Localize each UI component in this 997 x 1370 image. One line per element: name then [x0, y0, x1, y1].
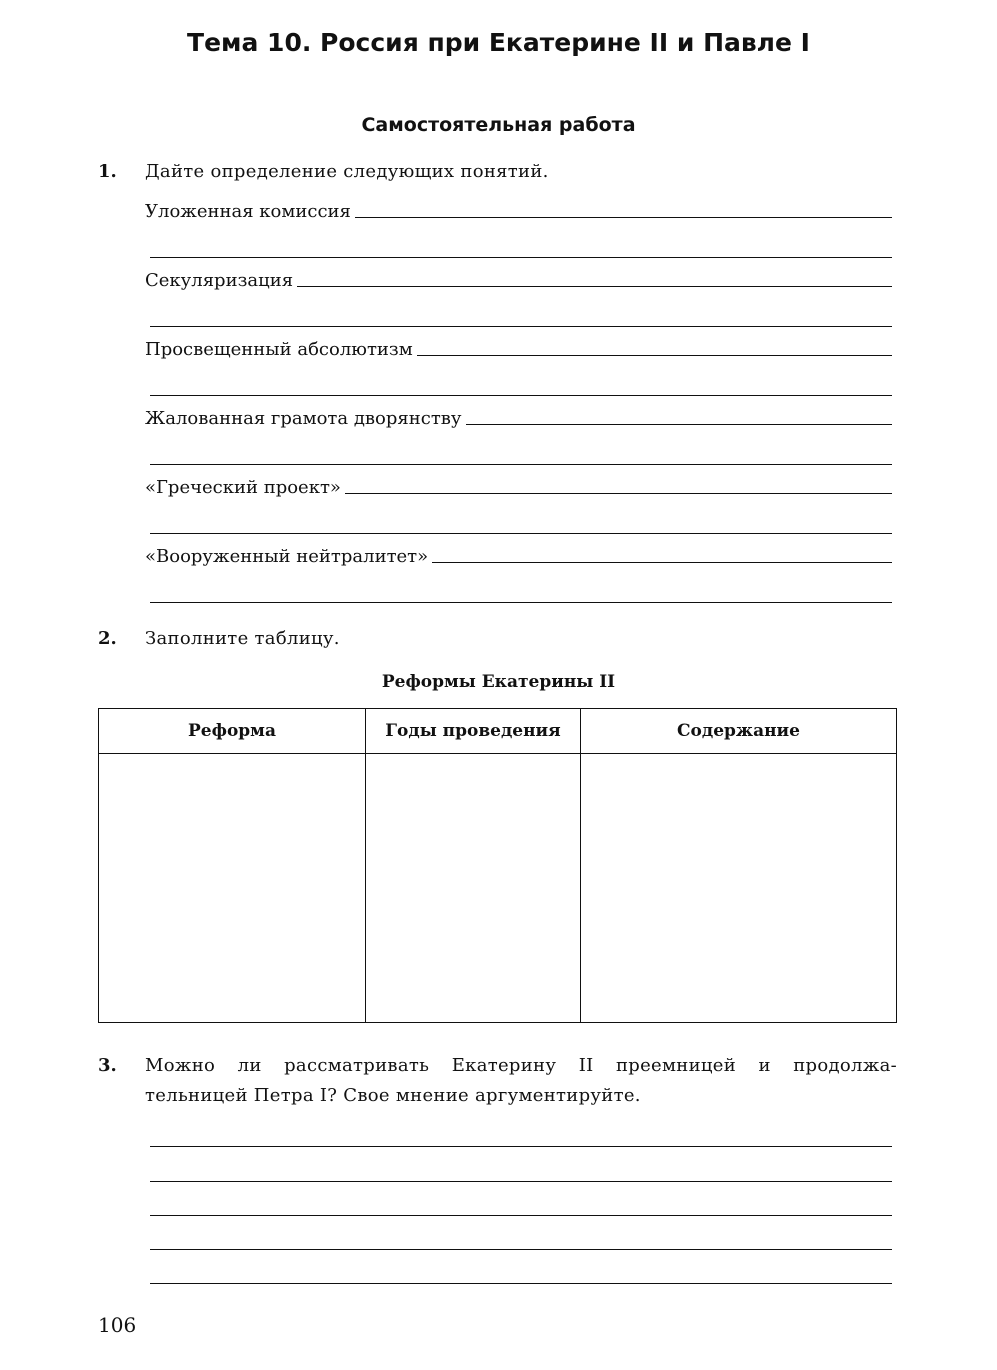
content-cell[interactable]	[581, 754, 897, 1023]
column-header-years: Годы проведения	[366, 709, 581, 754]
answer-line[interactable]	[150, 533, 892, 534]
term-label: «Греческий проект»	[145, 477, 341, 498]
table-caption: Реформы Екатерины II	[381, 672, 616, 692]
term-label: Секуляризация	[145, 270, 294, 291]
answer-line[interactable]	[150, 1249, 892, 1250]
term-label: Просвещенный абсолютизм	[145, 339, 413, 360]
answer-line[interactable]	[150, 257, 892, 258]
task1-number: 1.	[98, 161, 117, 182]
reform-cell[interactable]	[99, 754, 366, 1023]
task3-text-line2: тельницей Петра I? Свое мнение аргументируйте.	[145, 1085, 641, 1106]
term-label: «Вооруженный нейтралитет»	[145, 546, 429, 567]
section-subtitle: Самостоятельная работа	[361, 114, 636, 136]
term-label: Уложенная комиссия	[145, 201, 351, 222]
task2-number: 2.	[98, 628, 117, 649]
task3-text-line1: Можно ли рассматривать Екатерину II преемницей и продолжа-	[145, 1055, 897, 1076]
answer-line[interactable]	[150, 395, 892, 396]
page-title: Тема 10. Россия при Екатерине II и Павле I	[187, 28, 810, 57]
column-header-content: Содержание	[581, 709, 897, 754]
answer-line[interactable]	[150, 326, 892, 327]
term-row	[145, 339, 892, 360]
reforms-table	[98, 708, 897, 1023]
term-label: Жалованная грамота дворянству	[145, 408, 462, 429]
answer-line[interactable]	[150, 464, 892, 465]
answer-line[interactable]	[297, 285, 892, 287]
term-row	[145, 477, 892, 498]
term-row	[145, 270, 892, 291]
answer-line[interactable]	[150, 1215, 892, 1216]
answer-line[interactable]	[466, 423, 892, 425]
term-row	[145, 408, 892, 429]
answer-line[interactable]	[150, 1181, 892, 1182]
term-row	[145, 201, 892, 222]
task1-text: Дайте определение следующих понятий.	[145, 161, 549, 182]
column-header-reform: Реформа	[99, 709, 366, 754]
years-cell[interactable]	[366, 754, 581, 1023]
answer-line[interactable]	[432, 561, 892, 563]
page-number: 106	[98, 1313, 137, 1337]
answer-line[interactable]	[150, 1146, 892, 1147]
task2-text: Заполните таблицу.	[145, 628, 340, 649]
answer-line[interactable]	[355, 216, 892, 218]
term-row	[145, 546, 892, 567]
answer-line[interactable]	[417, 354, 892, 356]
answer-line[interactable]	[150, 1283, 892, 1284]
answer-line[interactable]	[150, 602, 892, 603]
task3-number: 3.	[98, 1055, 117, 1076]
answer-line[interactable]	[345, 492, 892, 494]
